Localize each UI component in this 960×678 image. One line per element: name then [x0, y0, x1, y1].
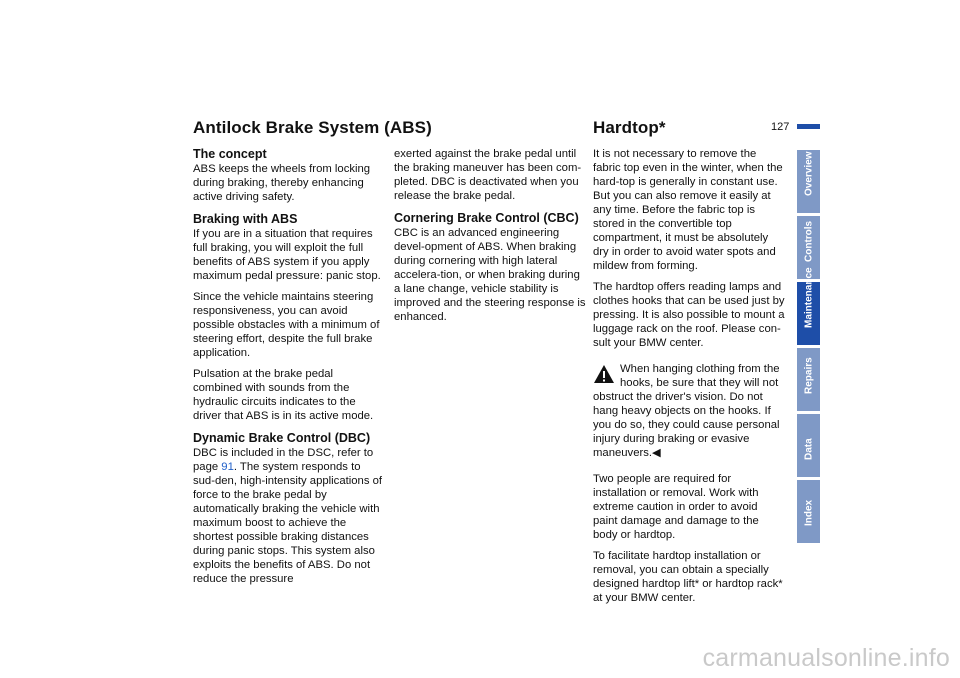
- warning-icon: [593, 364, 615, 384]
- middle-column: [394, 147, 586, 331]
- cbc-heading: Cornering Brake Control (CBC): [394, 211, 579, 225]
- tab-data[interactable]: [797, 414, 820, 477]
- tab-overview[interactable]: [797, 150, 820, 213]
- left-column: [193, 147, 385, 593]
- section-title-hardtop: Hardtop*: [593, 118, 666, 137]
- tab-maintenance[interactable]: [797, 267, 820, 345]
- page-91-link[interactable]: 91: [221, 461, 234, 473]
- tab-repairs-label: Repairs: [803, 357, 814, 394]
- warning-text: [593, 362, 785, 460]
- hardtop-paragraph-4: To facilitate hardtop installation or removal, you can obtain a specially designed hardtop lift* or hardtop rack* at your BMW center.: [593, 550, 783, 604]
- cbc-text: CBC is an advanced engineering devel-opment of ABS. When braking during cornering with high lateral accelera-tion, or when braking during a lane change, vehicle stability is improved and the steering response is enhanced.: [394, 227, 586, 323]
- page-number: 127: [771, 121, 790, 133]
- tab-data-label: Data: [803, 438, 814, 460]
- hardtop-paragraph-2: The hardtop offers reading lamps and clothes hooks that can be used just by pressing. It is also possible to mount a luggage rack on the roof. Please con-sult your BMW center.: [593, 281, 785, 349]
- tab-controls-label: Controls: [803, 220, 814, 262]
- dbc-text: [193, 446, 385, 586]
- dbc-heading: Dynamic Brake Control (DBC): [193, 431, 371, 445]
- braking-paragraph-1: If you are in a situation that requires full braking, you will exploit the full benefits of ABS system if you apply maximum pedal pressure: panic stop.: [193, 228, 381, 282]
- concept-text: ABS keeps the wheels from locking during braking, thereby enhancing active driving safety.: [193, 163, 371, 203]
- warning-line-2: hooks, be sure that they will not: [620, 377, 779, 389]
- braking-heading: Braking with ABS: [193, 212, 298, 226]
- watermark: carmanualsonline.info: [702, 644, 950, 672]
- warning-block: [593, 362, 785, 460]
- dbc-continued-text: exerted against the brake pedal until the braking maneuver has been com-pleted. DBC is deactivated when you release the brake pedal.: [394, 148, 582, 202]
- hardtop-paragraph-1: It is not necessary to remove the fabric top even in the winter, when the hard-top is generally in constant use. But you can also remove it easily at any time. Before the fabric top is stored in the convertible top compartment, it must be absolutely dry in order to avoid water spots and mildew from forming.: [593, 148, 783, 272]
- tab-maintenance-label: Maintenance: [803, 267, 814, 328]
- tab-index-label: Index: [803, 499, 814, 526]
- tab-repairs[interactable]: [797, 348, 820, 411]
- hardtop-paragraph-3: Two people are required for installation or removal. Work with extreme caution in order to avoid paint damage and damage to the body or hardtop.: [593, 473, 759, 541]
- tab-index[interactable]: [797, 480, 820, 543]
- tab-overview-label: Overview: [803, 151, 814, 196]
- warning-line-1: When hanging clothing from the: [620, 363, 780, 375]
- concept-heading: The concept: [193, 147, 267, 161]
- section-title-abs: Antilock Brake System (ABS): [193, 118, 432, 137]
- braking-paragraph-2: Since the vehicle maintains steering responsiveness, you can avoid possible obstacles with a minimum of steering effort, despite the full brake application.: [193, 291, 380, 359]
- warning-rest: obstruct the driver's vision. Do not hang heavy objects on the hooks. If you do so, they could cause personal injury during braking or evasive maneuvers.◀: [593, 391, 780, 459]
- dbc-text-before: DBC is included in the DSC, refer to page: [193, 447, 374, 473]
- dbc-text-after: . The system responds to sud-den, high-intensity applications of force to the brake pedal by automatically braking the vehicle with maximum boost to achieve the shortest possible braking distances during panic stops. This system also exploits the benefits of ABS. Do not reduce the pressure: [193, 461, 383, 585]
- braking-paragraph-3: Pulsation at the brake pedal combined with sounds from the hydraulic circuits indicates to the driver that ABS is in its active mode.: [193, 368, 374, 422]
- right-column: [593, 147, 785, 612]
- page-marker: [797, 124, 820, 129]
